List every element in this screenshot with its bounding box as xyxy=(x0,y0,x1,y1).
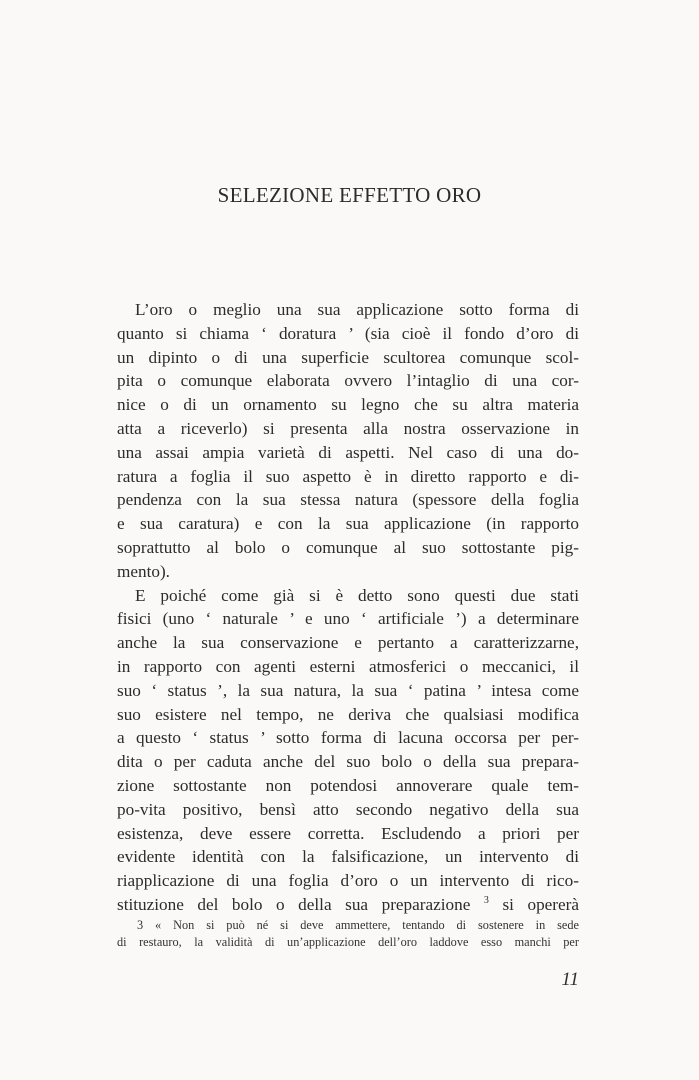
body-line: riapplicazione di una foglia d’oro o un intervento di rico- xyxy=(117,871,579,891)
body-line: esistenza, deve essere corretta. Escludendo a priori per xyxy=(117,823,579,843)
footnote-reference[interactable]: 3 xyxy=(483,894,489,906)
body-line: pendenza con la sua stessa natura (spessore della foglia xyxy=(117,490,579,510)
body-line: fisici (uno ‘ naturale ’ e uno ‘ artificiale ’) a determinare xyxy=(117,609,579,629)
footnotes xyxy=(117,917,579,951)
body-line: un dipinto o di una superficie scultorea comunque scol- xyxy=(117,347,579,367)
body-line: evidente identità con la falsificazione, un intervento di xyxy=(117,847,579,867)
body-line: E poiché come già si è detto sono questi due stati xyxy=(135,585,579,605)
body-line: quanto si chiama ‘ doratura ’ (sia cioè il fondo d’oro di xyxy=(117,323,579,343)
body-text xyxy=(117,298,579,917)
body-line: pita o comunque elaborata ovvero l’intaglio di una cor- xyxy=(117,371,579,391)
body-line: a questo ‘ status ’ sotto forma di lacuna occorsa per per- xyxy=(117,728,579,748)
body-line: in rapporto con agenti esterni atmosferici o meccanici, il xyxy=(117,656,579,676)
footnote-line: 3 « Non si può né si deve ammettere, tentando di sostenere in sede xyxy=(137,918,579,932)
footnote-line: di restauro, la validità di un’applicazione dell’oro laddove esso manchi per xyxy=(117,935,579,949)
body-line: L’oro o meglio una sua applicazione sotto forma di xyxy=(135,300,579,319)
body-line: suo ‘ status ’, la sua natura, la sua ‘ patina ’ intesa come xyxy=(117,680,579,700)
body-line: mento). xyxy=(117,561,170,581)
body-line: soprattutto al bolo o comunque al suo sottostante pig- xyxy=(117,537,579,557)
body-line: una assai ampia varietà di aspetti. Nel caso di una do- xyxy=(117,442,579,462)
body-line: suo esistere nel tempo, ne deriva che qualsiasi modifica xyxy=(117,704,579,724)
page-number: 11 xyxy=(561,969,579,990)
body-line: nice o di un ornamento su legno che su altra materia xyxy=(117,395,579,415)
body-line: ratura a foglia il suo aspetto è in diretto rapporto e di- xyxy=(117,466,579,486)
body-line: e sua caratura) e con la sua applicazione (in rapporto xyxy=(117,514,579,534)
chapter-title: SELEZIONE EFFETTO ORO xyxy=(217,183,482,207)
body-line-text: si opererà xyxy=(502,894,580,914)
body-line: anche la sua conservazione e pertanto a caratterizzarne, xyxy=(117,633,579,653)
body-line: po-vita positivo, bensì atto secondo negativo della sua xyxy=(117,799,579,819)
body-line: atta a riceverlo) si presenta alla nostra osservazione in xyxy=(117,418,579,438)
body-line-with-footnote-ref xyxy=(117,893,579,917)
body-line: dita o per caduta anche del suo bolo o della sua prepara- xyxy=(117,752,579,772)
body-line-text: stituzione del bolo o della sua preparazione xyxy=(117,894,471,914)
body-line: zione sottostante non potendosi annoverare quale tem- xyxy=(117,775,579,795)
